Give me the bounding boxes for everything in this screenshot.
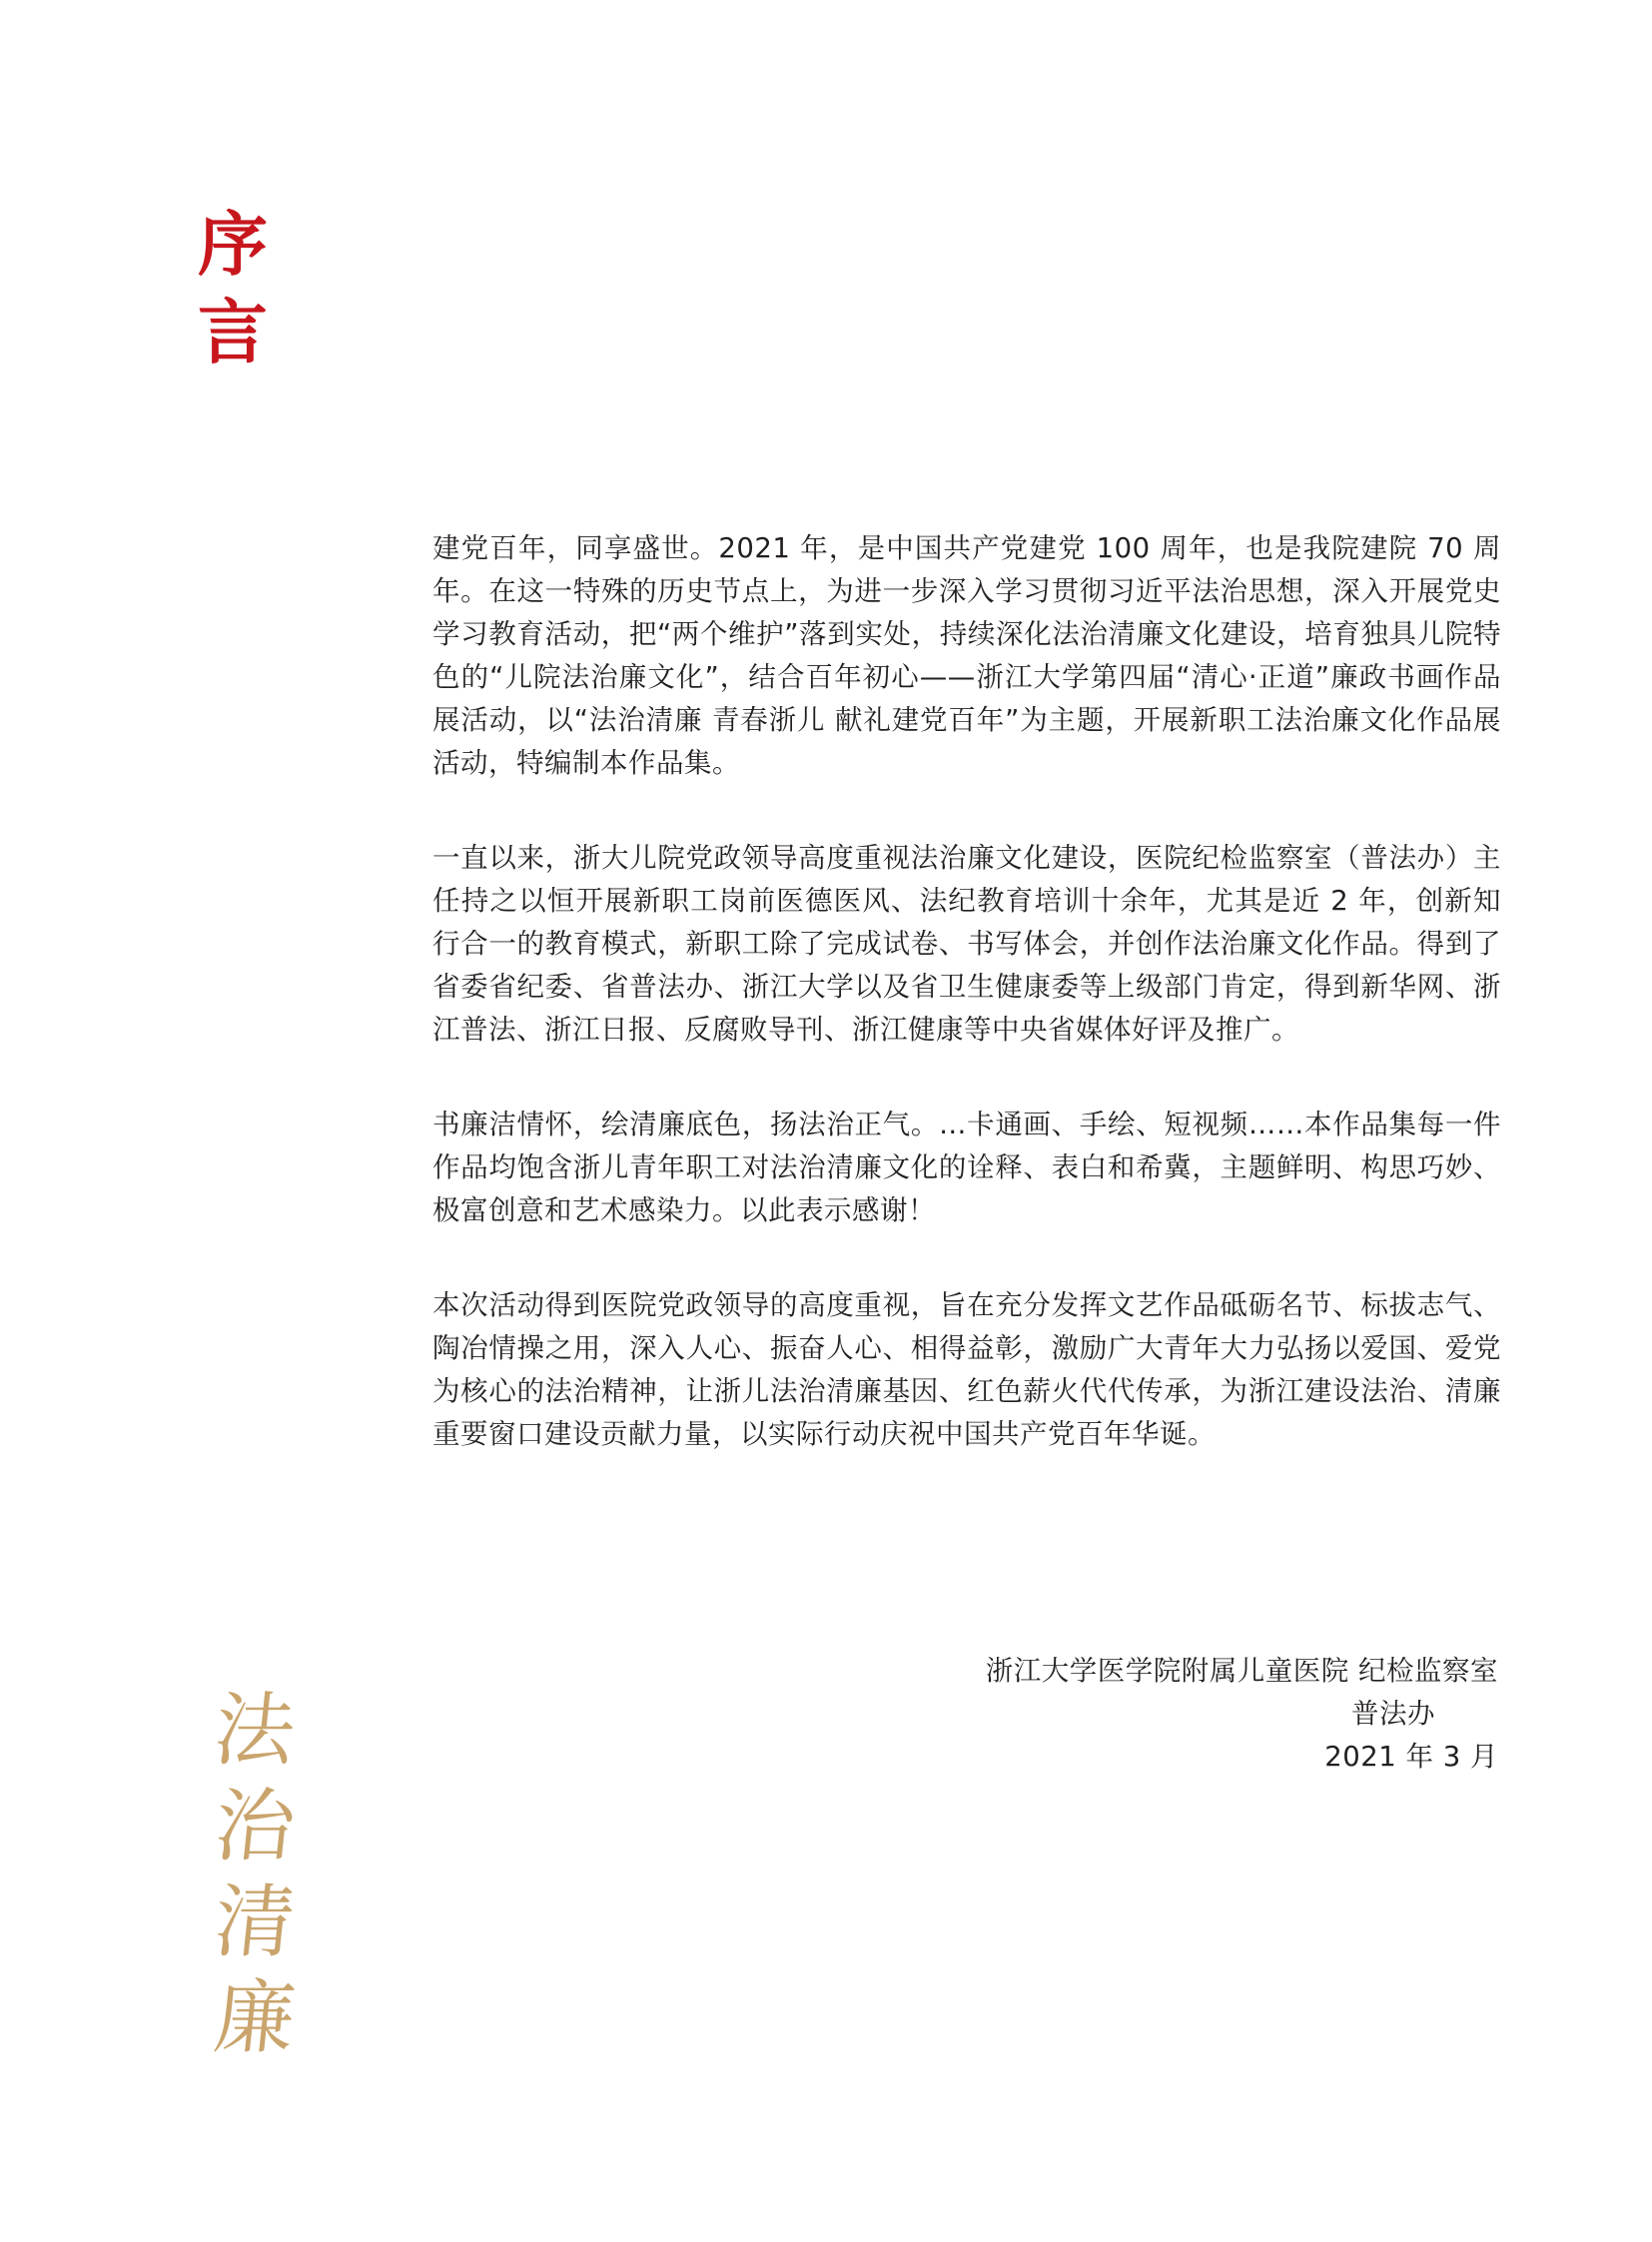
signature-office: 普法办 [1351, 1698, 1435, 1730]
calligraphy-logo [200, 1683, 310, 2066]
calligraphy-char-3: 清 [210, 1875, 300, 1968]
page-title-char-2: 言 [198, 292, 268, 374]
paragraph-1: 建党百年，同享盛世。2021 年，是中国共产党建党 100 周年，也是我院建院 70 周年。在这一特殊的历史节点上，为进一步深入学习贯彻习近平法治思想，深入开展党史学习教育活动，把“两个维护”落到实处，持续深化法治清廉文化建设，培育独具儿院特色的“儿院法治廉文化”，结合百年初心——浙江大学第四届“清心·正道”廉政书画作品展活动，以“法治清廉 青春浙儿 献礼建党百年”为主题，开展新职工法治廉文化作品展活动，特编制本作品集。 [432, 532, 1501, 779]
paragraph-4: 本次活动得到医院党政领导的高度重视，旨在充分发挥文艺作品砥砺名节、标拔志气、陶冶情操之用，深入人心、振奋人心、相得益彰，激励广大青年大力弘扬以爱国、爱党为核心的法治精神，让浙儿法治清廉基因、红色薪火代代传承，为浙江建设法治、清廉重要窗口建设贡献力量，以实际行动庆祝中国共产党百年华诞。 [432, 1289, 1501, 1450]
paragraph-3: 书廉洁情怀，绘清廉底色，扬法治正气。…卡通画、手绘、短视频……本作品集每一件作品均饱含浙儿青年职工对法治清廉文化的诠释、表白和希冀，主题鲜明、构思巧妙、极富创意和艺术感染力。以此表示感谢！ [432, 1109, 1501, 1226]
signature-block [986, 1650, 1498, 1779]
calligraphy-char-2: 治 [210, 1780, 300, 1872]
signature-date: 2021 年 3 月 [1324, 1741, 1498, 1773]
paragraph-2: 一直以来，浙大儿院党政领导高度重视法治廉文化建设，医院纪检监察室（普法办）主任持之以恒开展新职工岗前医德医风、法纪教育培训十余年，尤其是近 2 年，创新知行合一的教育模式，新职工除了完成试卷、书写体会，并创作法治廉文化作品。得到了省委省纪委、省普法办、浙江大学以及省卫生健康委等上级部门肯定，得到新华网、浙江普法、浙江日报、反腐败导刊、浙江健康等中央省媒体好评及推广。 [432, 842, 1501, 1046]
signature-org: 浙江大学医学院附属儿童医院 纪检监察室 [985, 1655, 1498, 1687]
calligraphy-char-1: 法 [210, 1684, 300, 1777]
preface-body [432, 527, 1501, 1508]
calligraphy-char-4: 廉 [210, 1971, 300, 2064]
page-title-char-1: 序 [198, 204, 268, 286]
